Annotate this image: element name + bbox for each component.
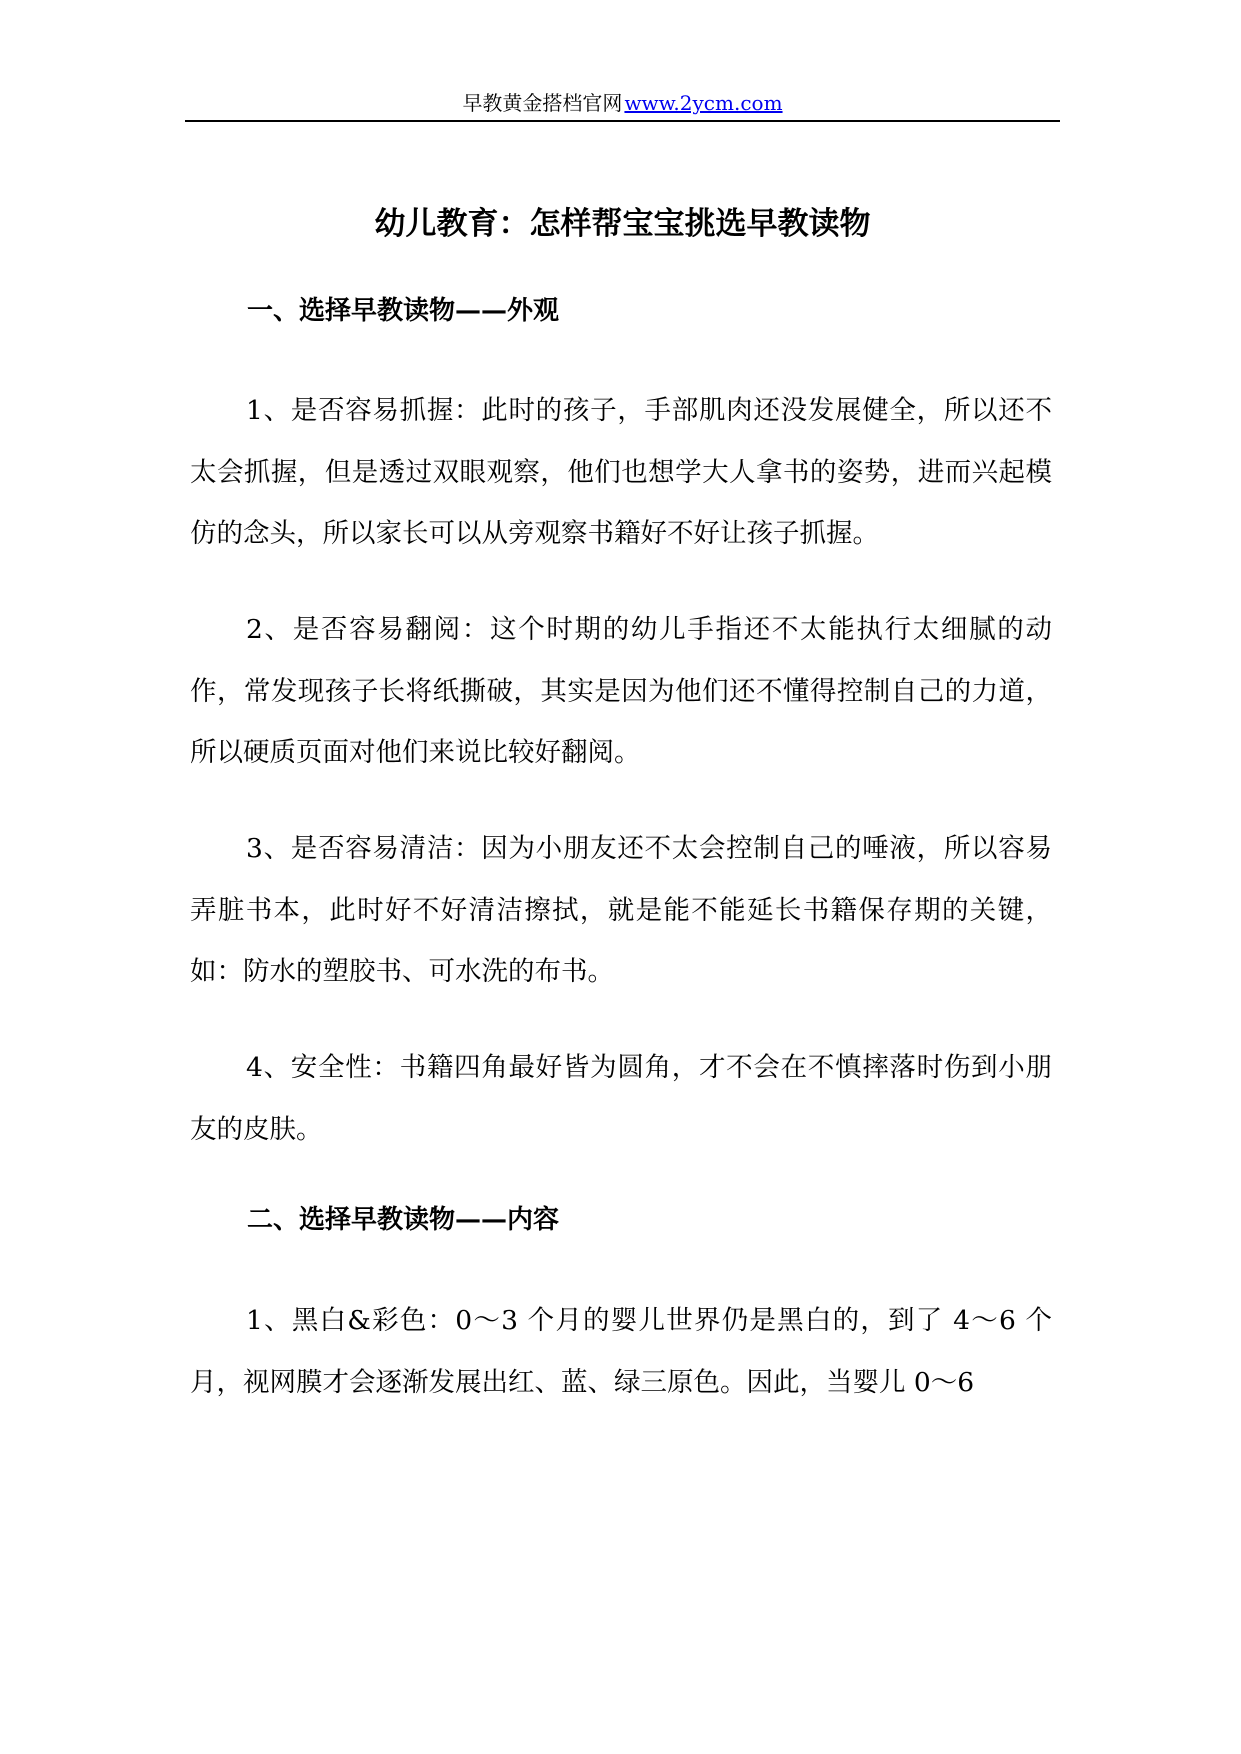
- paragraph-grip: 1、是否容易抓握：此时的孩子，手部肌肉还没发展健全，所以还不太会抓握，但是透过双眼观察，他们也想学大人拿书的姿势，进而兴起模仿的念头，所以家长可以从旁观察书籍好不好让孩子抓握。: [190, 395, 1052, 549]
- paragraph-safety: 4、安全性：书籍四角最好皆为圆角，才不会在不慎摔落时伤到小朋友的皮肤。: [190, 1052, 1052, 1145]
- section-heading-content: 二、选择早教读物——内容: [247, 1205, 560, 1235]
- section-heading-appearance: 一、选择早教读物——外观: [247, 296, 560, 326]
- paragraph-black-white-color: 1、黑白&彩色：0～3 个月的婴儿世界仍是黑白的，到了 4～6 个月，视网膜才会逐渐发展出红、蓝、绿三原色。因此，当婴儿 0～6: [190, 1305, 1052, 1398]
- document-title: 幼儿教育：怎样帮宝宝挑选早教读物: [374, 206, 871, 242]
- site-link[interactable]: www.2ycm.com: [624, 91, 783, 115]
- paragraph-cleaning: 3、是否容易清洁：因为小朋友还不太会控制自己的唾液，所以容易弄脏书本，此时好不好清洁擦拭，就是能不能延长书籍保存期的关键，如：防水的塑胶书、可水洗的布书。: [190, 833, 1052, 987]
- paragraph-page-turning: 2、是否容易翻阅：这个时期的幼儿手指还不太能执行太细腻的动作，常发现孩子长将纸撕破，其实是因为他们还不懂得控制自己的力道，所以硬质页面对他们来说比较好翻阅。: [190, 614, 1052, 768]
- page-header: [185, 88, 1060, 122]
- site-name: 早教黄金搭档官网: [462, 91, 623, 115]
